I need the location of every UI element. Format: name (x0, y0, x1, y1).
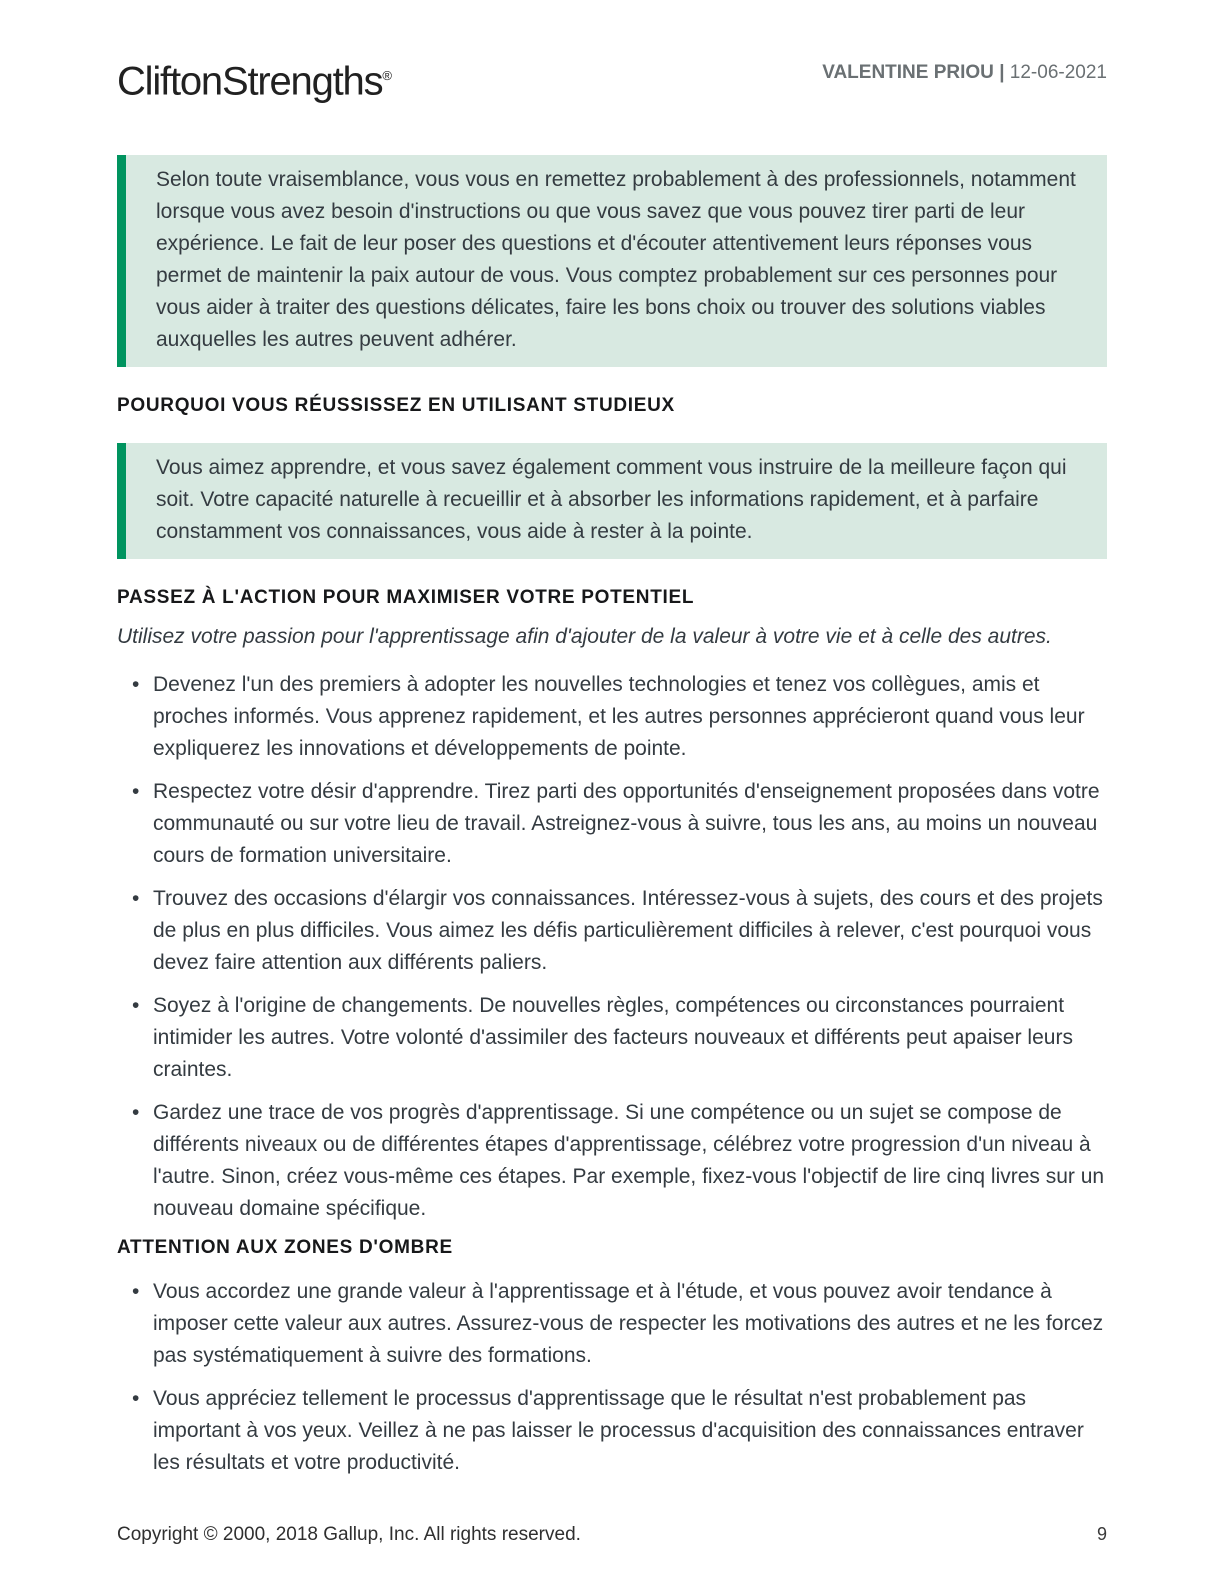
section-heading-why-succeed: POURQUOI VOUS RÉUSSISSEZ EN UTILISANT STUDIEUX (117, 395, 675, 417)
cliftonstrengths-logo (117, 52, 392, 105)
section-heading-take-action: PASSEZ À L'ACTION POUR MAXIMISER VOTRE POTENTIEL (117, 587, 695, 609)
report-meta (822, 52, 1107, 88)
take-action-list (117, 669, 1107, 1225)
page-header (117, 52, 1107, 105)
page-footer (117, 1524, 1107, 1546)
take-action-item: • Trouvez des occasions d'élargir vos connaissances. Intéressez-vous à sujets, des cours et des projets de plus en plus difficiles. Vous aimez les défis particulièrement difficiles à relever, c'est pourquoi vous devez faire attention aux différents paliers. (117, 883, 1107, 979)
take-action-item: • Devenez l'un des premiers à adopter les nouvelles technologies et tenez vos collègues, amis et proches informés. Vous apprenez rapidement, et les autres personnes apprécieront quand vous leur expliquerez les innovations et développements de pointe. (117, 669, 1107, 765)
page-number: 9 (1096, 1524, 1107, 1544)
user-name: VALENTINE PRIOU (822, 62, 994, 83)
take-action-item: • Soyez à l'origine de changements. De nouvelles règles, compétences ou circonstances pourraient intimider les autres. Votre volonté d'assimiler des facteurs nouveaux et différents peut apaiser leurs craintes. (117, 990, 1107, 1086)
report-date: 12-06-2021 (1009, 62, 1107, 83)
take-action-intro: Utilisez votre passion pour l'apprentissage afin d'ajouter de la valeur à votre vie et à celle des autres. (117, 625, 1052, 649)
section-heading-blind-spots: ATTENTION AUX ZONES D'OMBRE (117, 1237, 453, 1259)
blind-spot-item: • Vous appréciez tellement le processus d'apprentissage que le résultat n'est probablement pas important à vos yeux. Veillez à ne pas laisser le processus d'acquisition des connaissances entraver les résultats et votre productivité. (117, 1383, 1107, 1479)
take-action-item: • Gardez une trace de vos progrès d'apprentissage. Si une compétence ou un sujet se compose de différents niveaux ou de différentes étapes d'apprentissage, célébrez votre progression d'un niveau à l'autre. Sinon, créez vous-même ces étapes. Par exemple, fixez-vous l'objectif de lire cinq livres sur un nouveau domaine spécifique. (117, 1097, 1107, 1225)
meta-separator: | (999, 62, 1005, 83)
registered-trademark: ® (382, 68, 392, 83)
blind-spots-list (117, 1276, 1107, 1479)
blind-spot-item: • Vous accordez une grande valeur à l'apprentissage et à l'étude, et vous pouvez avoir tendance à imposer cette valeur aux autres. Assurez-vous de respecter les motivations des autres et ne les forcez pas systématiquement à suivre des formations. (117, 1276, 1107, 1372)
take-action-item: • Respectez votre désir d'apprendre. Tirez parti des opportunités d'enseignement proposées dans votre communauté ou sur votre lieu de travail. Astreignez-vous à suivre, tous les ans, au moins un nouveau cours de formation universitaire. (117, 776, 1107, 872)
logo-text: CliftonStrengths (117, 59, 383, 104)
why-succeed-quote: Vous aimez apprendre, et vous savez également comment vous instruire de la meilleure façon qui soit. Votre capacité naturelle à recueillir et à absorber les informations rapidement, et à parfaire constamment vos connaissances, vous aide à rester à la pointe. (117, 443, 1107, 559)
copyright-text: Copyright © 2000, 2018 Gallup, Inc. All rights reserved. (117, 1524, 581, 1545)
strength-overview-quote: Selon toute vraisemblance, vous vous en remettez probablement à des professionnels, notamment lorsque vous avez besoin d'instructions ou que vous savez que vous pouvez tirer parti de leur expérience. Le fait de leur poser des questions et d'écouter attentivement leurs réponses vous permet de maintenir la paix autour de vous. Vous comptez probablement sur ces personnes pour vous aider à traiter des questions délicates, faire les bons choix ou trouver des solutions viables auxquelles les autres peuvent adhérer. (117, 155, 1107, 367)
